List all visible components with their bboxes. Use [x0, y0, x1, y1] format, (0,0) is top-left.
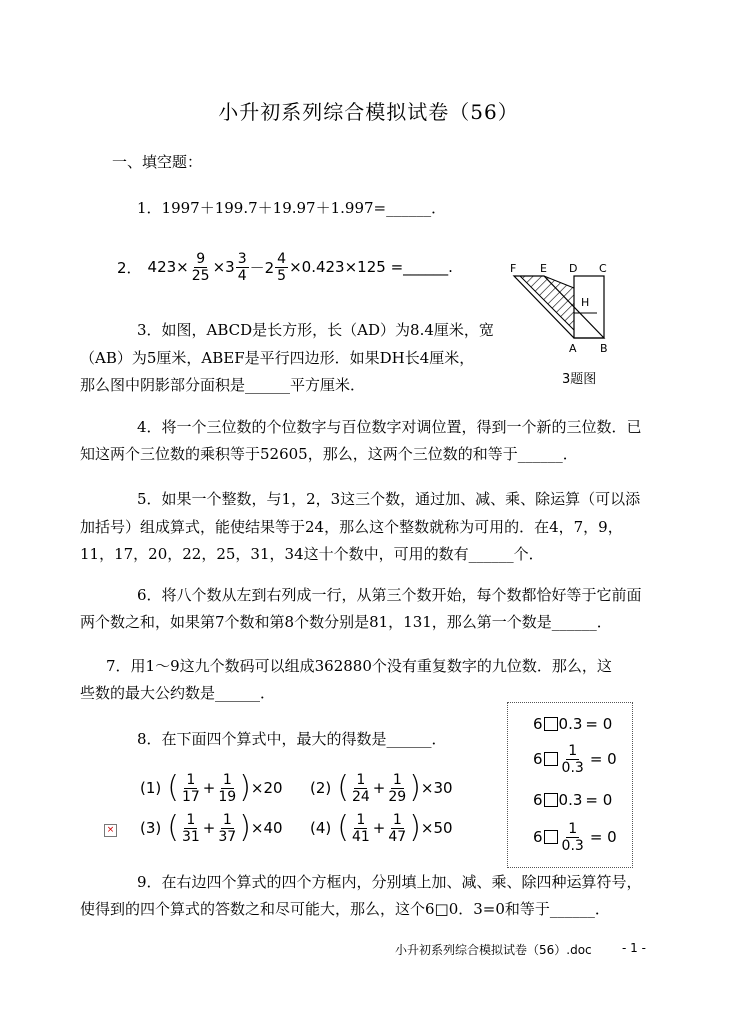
section-heading: 一、填空题：: [112, 153, 203, 171]
q3-line-2: （AB）为5厘米，ABEF是平行四边形．如果DH长4厘米，: [80, 349, 475, 367]
q9-line-1: 9．在右边四个算式的四个方框内，分别填上加、减、乘、除四种运算符号，: [137, 873, 642, 891]
question-2: [117, 247, 453, 287]
q8-3-frac-a: [180, 812, 202, 845]
q2-fraction-1: [190, 251, 212, 284]
blank-box: [544, 830, 558, 844]
expr-3-a: 6: [533, 791, 543, 809]
denominator: 31: [181, 828, 200, 845]
q8-option-1-label: (1): [140, 779, 162, 797]
denominator: 47: [388, 828, 407, 845]
numerator: 1: [568, 820, 578, 837]
numerator: 1: [392, 771, 402, 788]
expr-1-a: 6: [533, 715, 543, 733]
expr-2-result: = 0: [589, 750, 617, 768]
blank-box: [544, 793, 558, 807]
q4-line-1: 4．将一个三位数的个位数字与百位数字对调位置，得到一个新的三位数．已: [137, 418, 642, 436]
blank-box: [544, 717, 558, 731]
q8-1-frac-a: [180, 772, 202, 805]
expr-row-3: [533, 789, 612, 811]
expr-row-4: [533, 817, 617, 857]
plus-sign: +: [202, 779, 216, 797]
fig-label-f: F: [510, 262, 517, 275]
q8-option-2-label: (2): [310, 779, 332, 797]
broken-image-icon: ×: [104, 824, 117, 837]
q2-part-e: ×0.423×125 =______.: [289, 258, 453, 276]
q8-2-frac-a: [350, 772, 372, 805]
q8-option-3: [140, 808, 283, 848]
q8-option-4-label: (4): [310, 819, 332, 837]
operator-box-panel: [507, 702, 633, 868]
numerator: 1: [392, 811, 402, 828]
q5-line-3: 11，17，20，22，25，31，34这十个数中，可用的数有______个．: [80, 545, 544, 563]
q8-option-1: [140, 768, 283, 808]
fig-label-a: A: [569, 342, 577, 355]
expr-3-b: 0.3: [558, 791, 583, 809]
q2-part-c: －2: [249, 258, 275, 277]
expr-2-a: 6: [533, 750, 543, 768]
q8-option-3-label: (3): [140, 819, 162, 837]
plus-sign: +: [372, 779, 386, 797]
denominator: 29: [388, 788, 407, 805]
fig-caption: 3题图: [562, 372, 597, 387]
question-1: 1．1997＋199.7＋19.97＋1.997=______．: [137, 199, 447, 217]
denominator: 37: [218, 828, 237, 845]
q6-line-2: 两个数之和，如果第7个数和第8个数分别是81，131，那么第一个数是______．: [80, 613, 612, 631]
q2-f3-numerator: 4: [277, 250, 287, 267]
q7-line-1: 7．用1～9这九个数码可以组成362880个没有重复数字的九位数．那么，这: [106, 657, 612, 675]
numerator: 1: [186, 771, 196, 788]
q2-fraction-2: [236, 251, 249, 284]
paren-left: (: [337, 770, 349, 805]
fig-label-d: D: [569, 262, 578, 275]
expr-row-1: [533, 713, 612, 735]
blank-box: [544, 752, 558, 766]
numerator: 1: [356, 811, 366, 828]
q3-line-3: 那么图中阴影部分面积是______平方厘米．: [80, 376, 366, 394]
expr-4-result: = 0: [589, 828, 617, 846]
plus-sign: +: [372, 819, 386, 837]
expr-1-b: 0.3: [558, 715, 583, 733]
fig-label-h: H: [581, 296, 590, 309]
denominator: 19: [218, 788, 237, 805]
q4-line-2: 知这两个三位数的乘积等于52605，那么，这两个三位数的和等于______．: [80, 445, 578, 463]
q2-f1-denominator: 25: [191, 267, 210, 284]
q8-option-1-multiplier: ×20: [250, 779, 283, 797]
q2-fraction-3: [275, 251, 288, 284]
denominator: 17: [181, 788, 200, 805]
q8-option-4-multiplier: ×50: [420, 819, 453, 837]
paren-right: ): [239, 810, 251, 845]
paren-left: (: [167, 810, 179, 845]
paren-right: ): [409, 770, 421, 805]
fig-label-c: C: [599, 262, 607, 275]
q8-text: 8．在下面四个算式中，最大的得数是______．: [137, 730, 447, 748]
numerator: 1: [222, 771, 232, 788]
q8-option-2-multiplier: ×30: [420, 779, 453, 797]
q8-3-frac-b: [216, 812, 238, 845]
expr-1-result: = 0: [585, 715, 613, 733]
q2-f2-numerator: 3: [237, 250, 247, 267]
q3-figure: [500, 258, 625, 388]
expr-4-a: 6: [533, 828, 543, 846]
q8-option-4: [310, 808, 453, 848]
q2-number: 2．: [117, 258, 142, 277]
fig-label-e: E: [540, 262, 547, 275]
q8-1-frac-b: [216, 772, 238, 805]
page-title: 小升初系列综合模拟试卷（56）: [218, 100, 519, 124]
plus-sign: +: [202, 819, 216, 837]
numerator: 1: [356, 771, 366, 788]
q8-4-frac-a: [350, 812, 372, 845]
q8-option-3-multiplier: ×40: [250, 819, 283, 837]
q8-option-2: [310, 768, 453, 808]
fig-label-b: B: [600, 342, 608, 355]
paren-right: ): [239, 770, 251, 805]
expr-3-result: = 0: [585, 791, 613, 809]
denominator: 0.3: [561, 837, 584, 854]
paren-right: ): [409, 810, 421, 845]
expr-row-2: [533, 739, 617, 779]
q5-line-2: 加括号）组成算式，能使结果等于24，那么这个整数就称为可用的．在4，7，9，: [80, 518, 623, 536]
denominator: 24: [351, 788, 370, 805]
denominator: 0.3: [561, 759, 584, 776]
numerator: 1: [568, 742, 578, 759]
q9-line-2: 使得到的四个算式的答数之和尽可能大，那么，这个6□0．3=0和等于______．: [80, 900, 610, 918]
q7-line-2: 些数的最大公约数是______．: [80, 684, 276, 702]
expr-2-fraction: [560, 743, 586, 776]
numerator: 1: [222, 811, 232, 828]
q2-f2-denominator: 4: [237, 267, 247, 284]
footer-doc-name: 小升初系列综合模拟试卷（56）.doc: [395, 943, 592, 957]
q6-line-1: 6．将八个数从左到右列成一行，从第三个数开始，每个数都恰好等于它前面: [137, 586, 642, 604]
denominator: 41: [351, 828, 370, 845]
fig-shaded-region: [520, 276, 574, 330]
paren-left: (: [167, 770, 179, 805]
numerator: 1: [186, 811, 196, 828]
q5-line-1: 5．如果一个整数，与1，2，3这三个数，通过加、减、乘、除运算（可以添: [137, 490, 641, 508]
paren-left: (: [337, 810, 349, 845]
q8-4-frac-b: [386, 812, 408, 845]
expr-4-fraction: [560, 821, 586, 854]
q2-f1-numerator: 9: [196, 250, 206, 267]
q2-part-b: ×3: [212, 258, 235, 276]
q2-f3-denominator: 5: [277, 267, 287, 284]
q2-part-a: 423×: [147, 258, 189, 276]
q3-line-1: 3．如图，ABCD是长方形，长（AD）为8.4厘米，宽: [137, 321, 494, 339]
footer-page-number: - 1 -: [622, 941, 646, 955]
q8-2-frac-b: [386, 772, 408, 805]
